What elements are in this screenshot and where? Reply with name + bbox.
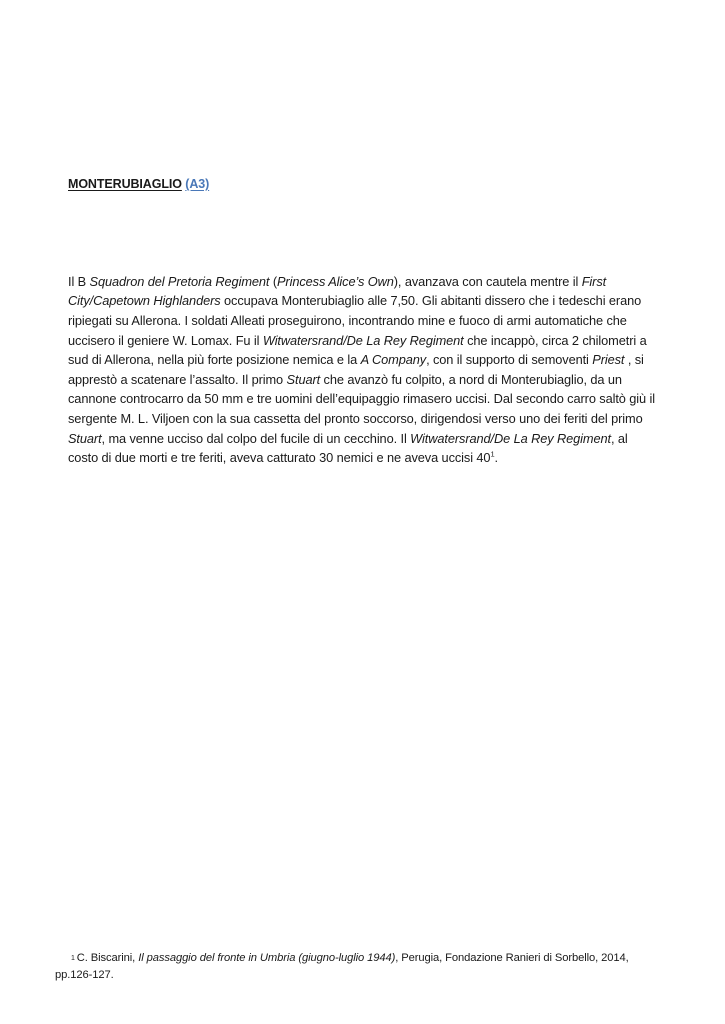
body-paragraph	[68, 272, 660, 468]
italic-run: Stuart	[68, 430, 102, 446]
text-run: Il B	[68, 273, 90, 289]
italic-run: Princess Alice’s Own	[277, 273, 394, 289]
footnote	[55, 950, 655, 984]
heading-map-code-link[interactable]: (A3)	[185, 177, 210, 191]
text-run: che incappò, circa 2 chilometri a sud di Allerona, nella più forte posizione nemica e la	[68, 332, 647, 368]
italic-run: Squadron del Pretoria Regiment	[89, 273, 270, 289]
text-run: .	[494, 450, 498, 466]
italic-run: Witwatersrand/De La Rey Regiment	[262, 332, 464, 348]
italic-run: First City/Capetown Highlanders	[68, 273, 607, 309]
italic-run: Stuart	[286, 371, 321, 387]
heading-title: MONTERUBIAGLIO	[68, 177, 182, 191]
footnote-book-title: Il passaggio del fronte in Umbria (giugno-luglio 1944)	[138, 952, 396, 964]
italic-run: Priest	[592, 352, 625, 368]
text-run: , con il supporto di semoventi	[426, 352, 593, 368]
section-heading	[68, 177, 209, 191]
text-run: ), avanzava con cautela mentre il	[393, 273, 582, 289]
text-run: , al costo di due morti e tre feriti, aveva catturato 30 nemici e ne aveva uccisi 40	[68, 430, 628, 466]
footnote-details: , Perugia, Fondazione Ranieri di Sorbello, 2014, pp.126-127.	[55, 952, 629, 981]
text-run: , ma venne ucciso dal colpo del fucile di un cecchino. Il	[101, 430, 411, 446]
text-run: occupava Monterubiaglio alle 7,50. Gli abitanti dissero che i tedeschi erano ripiegati su Allerona. I soldati Alleati proseguirono, incontrando mine e fuoco di armi automatiche che uccisero il geniere W. Lomax. Fu il	[68, 293, 642, 348]
italic-run: Witwatersrand/De La Rey Regiment	[410, 430, 611, 446]
text-run: , si apprestò a scatenare l’assalto. Il primo	[68, 352, 644, 387]
footnote-number: 1	[71, 955, 75, 962]
footnote-reference[interactable]: 1	[490, 449, 495, 459]
text-run: che avanzò fu colpito, a nord di Monterubiaglio, da un cannone controcarro da 50 mm e tre uomini dell’equipaggio rimasero uccisi. Dal secondo carro saltò giù il sergente M. L. Viljoen con la sua cassetta del pronto soccorso, dirigendosi verso uno dei feriti del primo	[68, 371, 655, 426]
footnote-author: C. Biscarini,	[76, 952, 139, 964]
italic-run: A Company	[360, 352, 427, 368]
text-run: (	[269, 273, 277, 289]
